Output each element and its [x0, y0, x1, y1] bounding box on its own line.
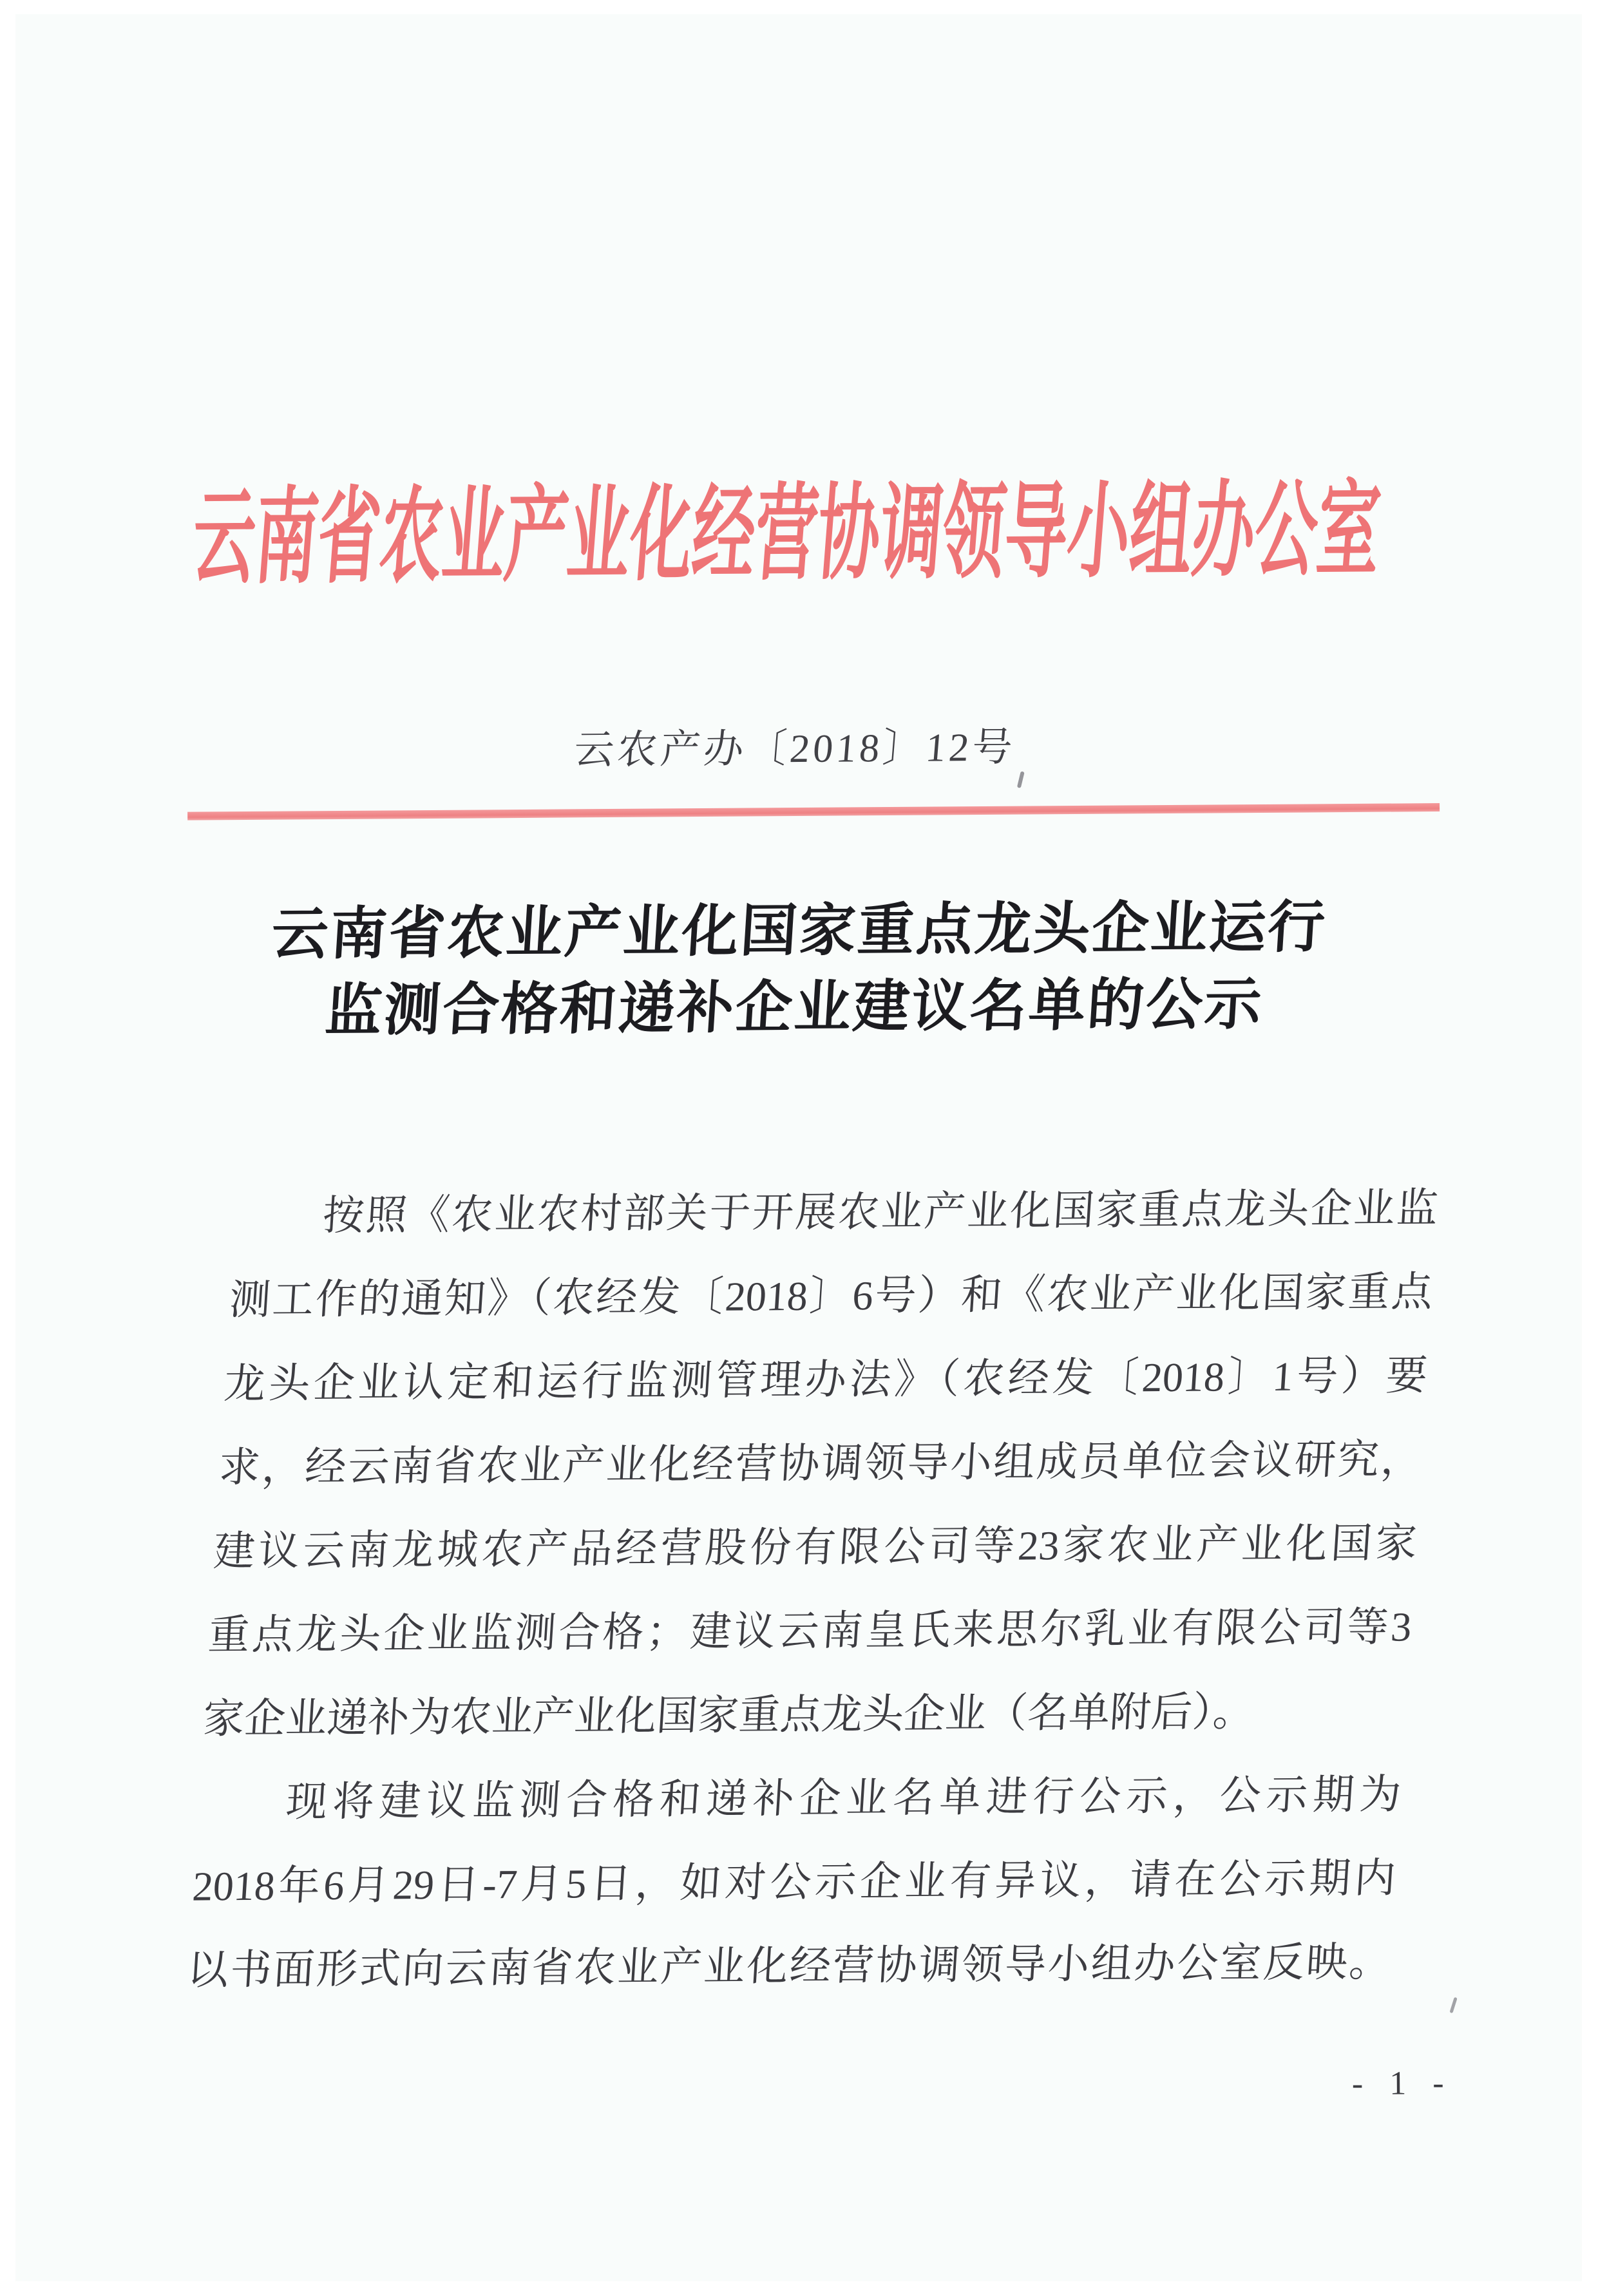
- document-title: [8, 887, 1584, 1052]
- body-line: 现将建议监测合格和递补企业名单进行公示，公示期为: [284, 1771, 1403, 1825]
- red-separator-rule: [187, 803, 1440, 821]
- scan-artifact-speck: [1449, 1997, 1457, 2013]
- body-line: 求，经云南省农业产业化经营协调领导小组成员单位会议研究，: [217, 1436, 1424, 1491]
- page-number: - 1 -: [1351, 2064, 1453, 2103]
- document-sheet: [15, 14, 1582, 2281]
- body-line: 龙头企业认定和运行监测管理办法》（农经发〔2018〕1号）要: [222, 1352, 1429, 1407]
- document-content: [7, 9, 1590, 2287]
- body-line: 测工作的通知》（农经发〔2018〕6号）和《农业产业化国家重点: [227, 1269, 1434, 1324]
- document-title-line-2: 监测合格和递补企业建议名单的公示: [323, 973, 1266, 1043]
- scan-artifact-speck: [1017, 771, 1025, 788]
- body-line: 按照《农业农村部关于开展农业产业化国家重点龙头企业监: [321, 1185, 1440, 1239]
- body-line: 建议云南龙城农产品经营股份有限公司等23家农业产业化国家: [212, 1520, 1418, 1575]
- body-line: 2018年6月29日-7月5日，如对公示企业有异议，请在公示期内: [191, 1855, 1398, 1910]
- document-reference-number: 云农产办〔2018〕12号: [572, 725, 1018, 773]
- body-line: 家企业递补为农业产业化国家重点龙头企业（名单附后）。: [202, 1689, 1256, 1742]
- body-line: 重点龙头企业监测合格；建议云南皇氏来思尔乳业有限公司等3: [207, 1604, 1413, 1658]
- body-line: 以书面形式向云南省农业产业化经营协调领导小组办公室反映。: [185, 1939, 1392, 1993]
- document-body: [184, 1170, 1440, 2016]
- issuer-letterhead: 云南省农业产业化经营协调领导小组办公室: [188, 472, 1385, 597]
- document-title-line-1: 云南省农业产业化国家重点龙头企业运行: [269, 897, 1329, 967]
